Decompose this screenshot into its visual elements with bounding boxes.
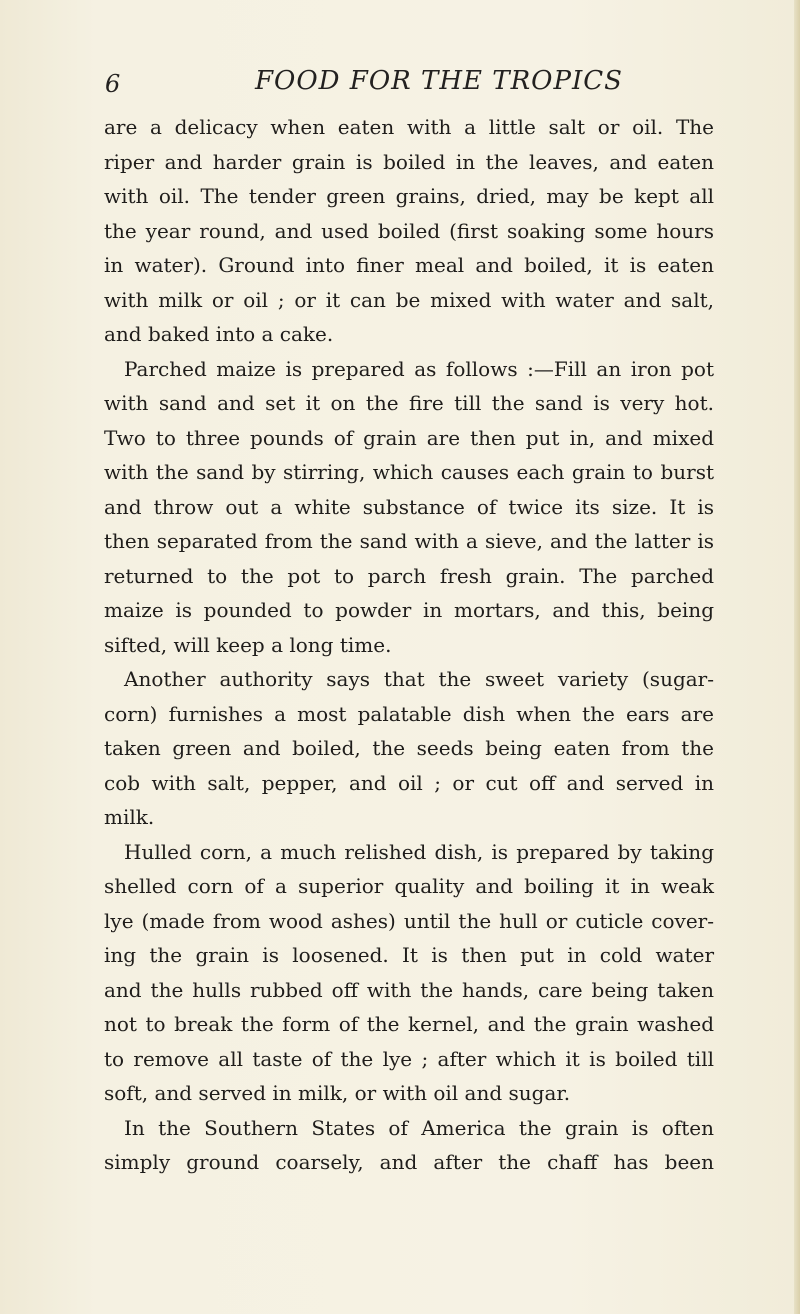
- text-line: shelled corn of a superior quality and boiling it in weak: [104, 874, 714, 898]
- text-line: soft, and served in milk, or with oil and sugar.: [104, 1081, 571, 1105]
- running-title: FOOD FOR THE TROPICS: [255, 66, 623, 96]
- text-line: simply ground coarsely, and after the chaff has been: [104, 1150, 714, 1174]
- text-line: not to break the form of the kernel, and the grain washed: [104, 1012, 714, 1036]
- page-header: [105, 66, 700, 106]
- text-line: with the sand by stirring, which causes each grain to burst: [104, 460, 714, 484]
- text-line: Hulled corn, a much relished dish, is prepared by taking: [124, 839, 714, 864]
- text-line: Another authority says that the sweet variety (sugar-: [124, 667, 714, 691]
- text-line: maize is pounded to powder in mortars, and this, being: [104, 598, 714, 622]
- body-text: [104, 110, 714, 1180]
- text-line: with oil. The tender green grains, dried, may be kept all: [104, 184, 714, 208]
- text-line: then separated from the sand with a sieve, and the latter is: [104, 529, 714, 553]
- text-line: with sand and set it on the fire till the sand is very hot.: [104, 391, 714, 415]
- text-line: Two to three pounds of grain are then put in, and mixed: [104, 425, 714, 450]
- text-line: with milk or oil ; or it can be mixed with water and salt,: [104, 287, 714, 312]
- text-line: corn) furnishes a most palatable dish when the ears are: [104, 701, 714, 726]
- text-line: and the hulls rubbed off with the hands, care being taken: [104, 977, 714, 1002]
- text-line: lye (made from wood ashes) until the hull or cuticle cover-: [104, 908, 714, 933]
- text-line: returned to the pot to parch fresh grain. The parched: [104, 563, 714, 588]
- text-line: to remove all taste of the lye ; after which it is boiled till: [104, 1046, 714, 1071]
- text-line: ing the grain is loosened. It is then put in cold water: [104, 943, 714, 967]
- text-line: taken green and boiled, the seeds being eaten from the: [104, 736, 714, 760]
- text-line: milk.: [104, 805, 155, 829]
- page-number: 6: [105, 70, 121, 98]
- text-line: riper and harder grain is boiled in the leaves, and eaten: [104, 149, 714, 174]
- text-line: cob with salt, pepper, and oil ; or cut off and served in: [104, 770, 714, 795]
- text-line: and baked into a cake.: [104, 322, 334, 346]
- text-line: and throw out a white substance of twice its size. It is: [104, 494, 714, 519]
- text-line: the year round, and used boiled (first soaking some hours: [104, 218, 714, 243]
- text-line: in water). Ground into finer meal and boiled, it is eaten: [104, 253, 714, 277]
- text-line: are a delicacy when eaten with a little salt or oil. The: [104, 115, 714, 139]
- page-edge: [794, 0, 800, 1314]
- text-line: sifted, will keep a long time.: [104, 632, 392, 657]
- text-line: In the Southern States of America the grain is often: [124, 1115, 714, 1140]
- text-line: Parched maize is prepared as follows :—Fill an iron pot: [124, 356, 714, 381]
